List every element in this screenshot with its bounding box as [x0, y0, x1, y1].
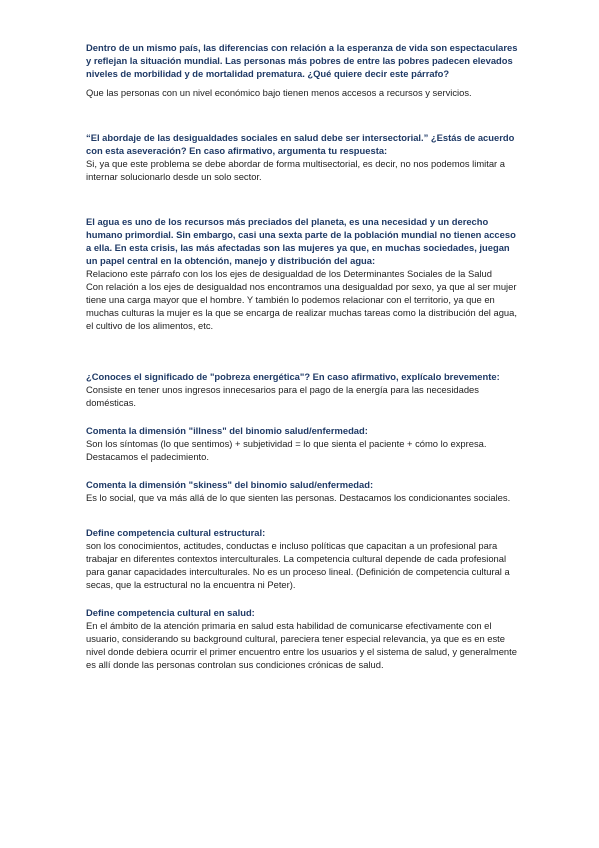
answer-illness: Son los síntomas (lo que sentimos) + subjetividad = lo que sienta el paciente + cómo lo expresa. Destacamos el padecimiento. — [86, 438, 487, 462]
answer-skiness: Es lo social, que va más allá de lo que sienten las personas. Destacamos los condicionantes sociales. — [86, 492, 511, 503]
answer-energy-poverty: Consiste en tener unos ingresos innecesarios para el pago de la energía para las necesidades domésticas. — [86, 384, 479, 408]
answer-intersectoral: Si, ya que este problema se debe abordar de forma multisectorial, es decir, no nos podemos limitar a internar solucionarlo desde un solo sector. — [86, 158, 505, 182]
question-illness: Comenta la dimensión "illness" del binomio salud/enfermedad: — [86, 425, 368, 436]
answer-life-expectancy: Que las personas con un nivel económico bajo tienen menos accesos a recursos y servicios. — [86, 87, 472, 98]
question-water-rights: El agua es uno de los recursos más preciados del planeta, es una necesidad y un derecho humano primordial. Sin embargo, casi una sexta parte de la población mundial no tienen acceso a ella. En esta crisis, las más afectadas son las mujeres ya que, en muchas sociedades, juegan un papel central en la obtención, manejo y distribución del agua: — [86, 216, 516, 266]
answer-structural-competence: son los conocimientos, actitudes, conductas e incluso políticas que capacitan a un profesional para trabajar en diferentes contextos interculturales. La competencia cultural depende de cada profesional para ganar capacidades interculturales. No es un proceso lineal. (Definición de competencia cultural a secas, que la estructural no la encuentra ni Peter). — [86, 540, 510, 590]
answer-health-competence: En el ámbito de la atención primaria en salud esta habilidad de comunicarse efectivamente con el usuario, considerando su background cultural, pareciera tener especial relevancia, ya que es en este nivel donde debiera ocurrir el primer encuentro entre los usuarios y el sistema de salud, y generalmente es allí donde las personas controlan sus condiciones crónicas de salud. — [86, 620, 517, 670]
answer-water-inequality: Con relación a los ejes de desigualdad nos encontramos una desigualdad por sexo, ya que al ser mujer tiene una carga mayor que el hombre. Y también lo podemos relacionar con el territorio, ya que en muchas culturas la mujer es la que se encarga de realizar muchas tareas como la distribución del agua, el cultivo de los alimentos, etc. — [86, 281, 517, 331]
question-energy-poverty: ¿Conoces el significado de "pobreza energética"? En caso afirmativo, explícalo brevemente: — [86, 371, 500, 382]
answer-water-axes: Relaciono este párrafo con los los ejes de desigualdad de los Determinantes Sociales de la Salud — [86, 268, 492, 279]
question-structural-competence: Define competencia cultural estructural: — [86, 527, 266, 538]
question-water-life-expectancy: Dentro de un mismo país, las diferencias con relación a la esperanza de vida son espectaculares y reflejan la situación mundial. Las personas más pobres de entre las pobres padecen elevados niveles de morbilidad y de mortalidad prematura. ¿Qué quiere decir este párrafo? — [86, 42, 518, 79]
question-skiness: Comenta la dimensión "skiness" del binomio salud/enfermedad: — [86, 479, 374, 490]
question-intersectoral: “El abordaje de las desigualdades sociales en salud debe ser intersectorial.” ¿Estás de acuerdo con esta aseveración? En caso afirmativo, argumenta tu respuesta: — [86, 132, 515, 156]
question-health-competence: Define competencia cultural en salud: — [86, 607, 255, 618]
